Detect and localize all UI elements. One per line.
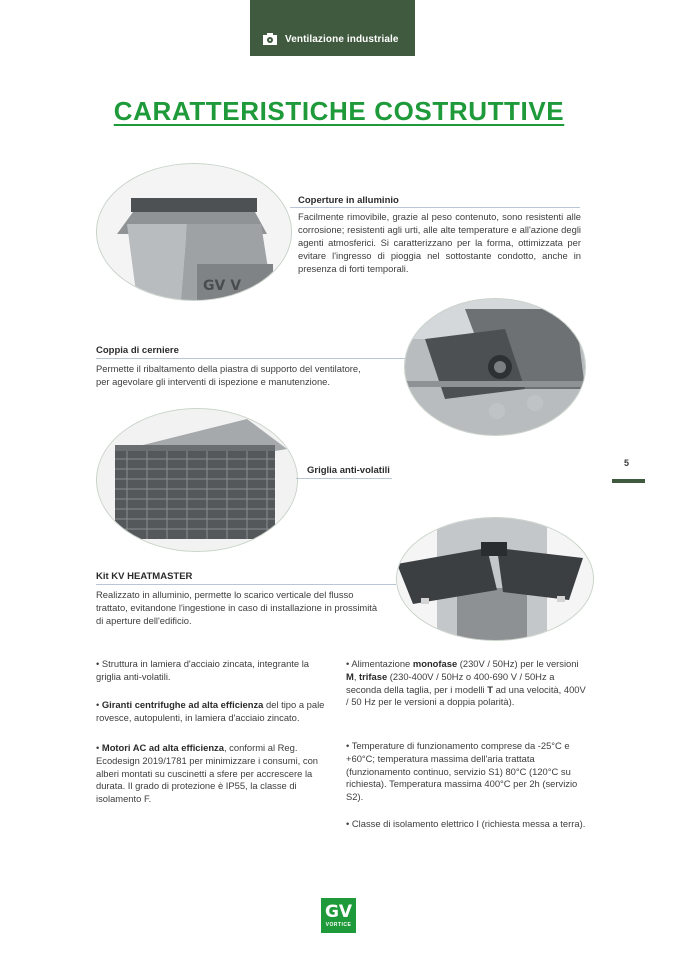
cerniere-connector xyxy=(96,358,406,359)
bullet-left-1: • Struttura in lamiera d'acciaio zincata, integrante la griglia anti-volatili. xyxy=(96,658,309,682)
bullet-right-3: • Classe di isolamento elettrico I (richiesta messa a terra). xyxy=(346,818,586,829)
heatmaster-title: Kit KV HEATMASTER xyxy=(96,571,193,582)
section-tab-label: Ventilazione industriale xyxy=(285,34,399,45)
bullet-right-1-b2: M xyxy=(346,670,354,682)
bullet-right-1-p5: ad una velocità, 400V / 50 Hz per le versioni a doppia polarità). xyxy=(346,683,586,708)
bullet-left-2-text: del tipo a pale rovesce, autopulenti, in lamiera d'acciaio zincato. xyxy=(96,699,325,723)
cerniere-text: Permette il ribaltamento della piastra di supporto del ventilatore, per agevolare gli interventi di ispezione e manutenzione. xyxy=(96,363,361,387)
bullet-left-2: • Giranti centrifughe ad alta efficienza del tipo a pale rovesce, autopulenti, in lamiera d'acciaio zincato. xyxy=(96,699,325,723)
logo-word: VORTICE xyxy=(325,921,352,928)
bullet-right-1-p1: Alimentazione xyxy=(351,658,413,669)
page-number-bar xyxy=(612,479,645,483)
bullet-left-1-text: Struttura in lamiera d'acciaio zincata, integrante la griglia anti-volatili. xyxy=(96,658,309,682)
bullet-right-2: • Temperature di funzionamento comprese da -25°C e +60°C; temperatura massima dell'aria trattata (funzionamento continuo, servizio S1) 80°C (120°C su richiesta). Temperatura massima 400°C per 2h (servizio S2). xyxy=(346,740,578,803)
bullet-right-1-b1: monofase xyxy=(412,658,458,669)
bullet-right-1-b4: T xyxy=(487,683,493,695)
griglia-connector xyxy=(296,478,392,479)
ventilation-icon xyxy=(263,33,277,45)
bullet-right-3-text: Classe di isolamento elettrico I (richiesta messa a terra). xyxy=(351,818,586,829)
page-title: CARATTERISTICHE COSTRUTTIVE xyxy=(113,96,565,126)
coperture-connector xyxy=(290,207,580,208)
bullet-left-3-text: , conformi al Reg. Ecodesign 2019/1781 per minimizzare i consumi, con alberi montati su cuscinetti a sfere per accrescere la durata. Il grado di protezione è IP55, la classe di isolamento F. xyxy=(96,742,318,805)
heatmaster-text: Realizzato in alluminio, permette lo scarico verticale del flusso trattato, evitandone l'ingestione in caso di installazione in prossimità di aperture dell'edificio. xyxy=(96,589,378,626)
page-number: 5 xyxy=(624,458,630,468)
griglia-photo xyxy=(96,408,298,552)
bullet-right-1-p4: (230-400V / 50Hz o 400-690 V / 50Hz a seconda della taglia, per i modelli xyxy=(346,670,555,695)
bullet-right-1-p2: (230V / 50Hz) per le versioni xyxy=(457,658,579,669)
cerniere-photo xyxy=(404,298,586,436)
bullet-right-2-text: Temperature di funzionamento comprese da -25°C e +60°C; temperatura massima dell'aria trattata (funzionamento continuo, servizio S1) 80°C (120°C su richiesta). Temperatura massima 400°C per 2h (servizio S2). xyxy=(346,740,578,803)
bullet-right-1: • Alimentazione monofase (230V / 50Hz) per le versioni M, trifase (230-400V / 50Hz o 400-690 V / 50Hz a seconda della taglia, per i modelli T ad una velocità, 400V / 50 Hz per le versioni a doppia polarità). xyxy=(346,658,586,708)
coperture-photo xyxy=(96,163,292,301)
logo-mark: GV xyxy=(324,901,353,922)
coperture-text: Facilmente rimovibile, grazie al peso contenuto, sono resistenti alle corrosione; resistenti agli urti, alle alte temperature e all'azione degli agenti atmosferici. Si caratterizzano per la forma, ottimizzata per evitare l'ingresso di pioggia nel sottostante condotto, anche in presenza di forti temporali. xyxy=(298,211,581,274)
bullet-left-3: • Motori AC ad alta efficienza, conformi al Reg. Ecodesign 2019/1781 per minimizzare i consumi, con alberi montati su cuscinetti a sfere per accrescere la durata. Il grado di protezione è IP55, la classe di isolamento F. xyxy=(96,742,318,805)
bullet-right-1-p3: , xyxy=(353,670,360,682)
cerniere-title: Coppia di cerniere xyxy=(96,345,179,356)
heatmaster-photo xyxy=(396,517,594,641)
vortice-logo xyxy=(321,898,356,933)
bullet-left-3-bold: Motori AC ad alta efficienza xyxy=(101,742,224,753)
heatmaster-connector xyxy=(96,584,396,585)
griglia-title: Griglia anti-volatili xyxy=(307,465,390,476)
bullet-left-2-bold: Giranti centrifughe ad alta efficienza xyxy=(101,699,264,710)
coperture-title: Coperture in alluminio xyxy=(298,195,399,206)
section-tab xyxy=(250,0,415,56)
bullet-right-1-b3: trifase xyxy=(359,670,388,682)
svg-text:GV V: GV V xyxy=(203,278,242,294)
